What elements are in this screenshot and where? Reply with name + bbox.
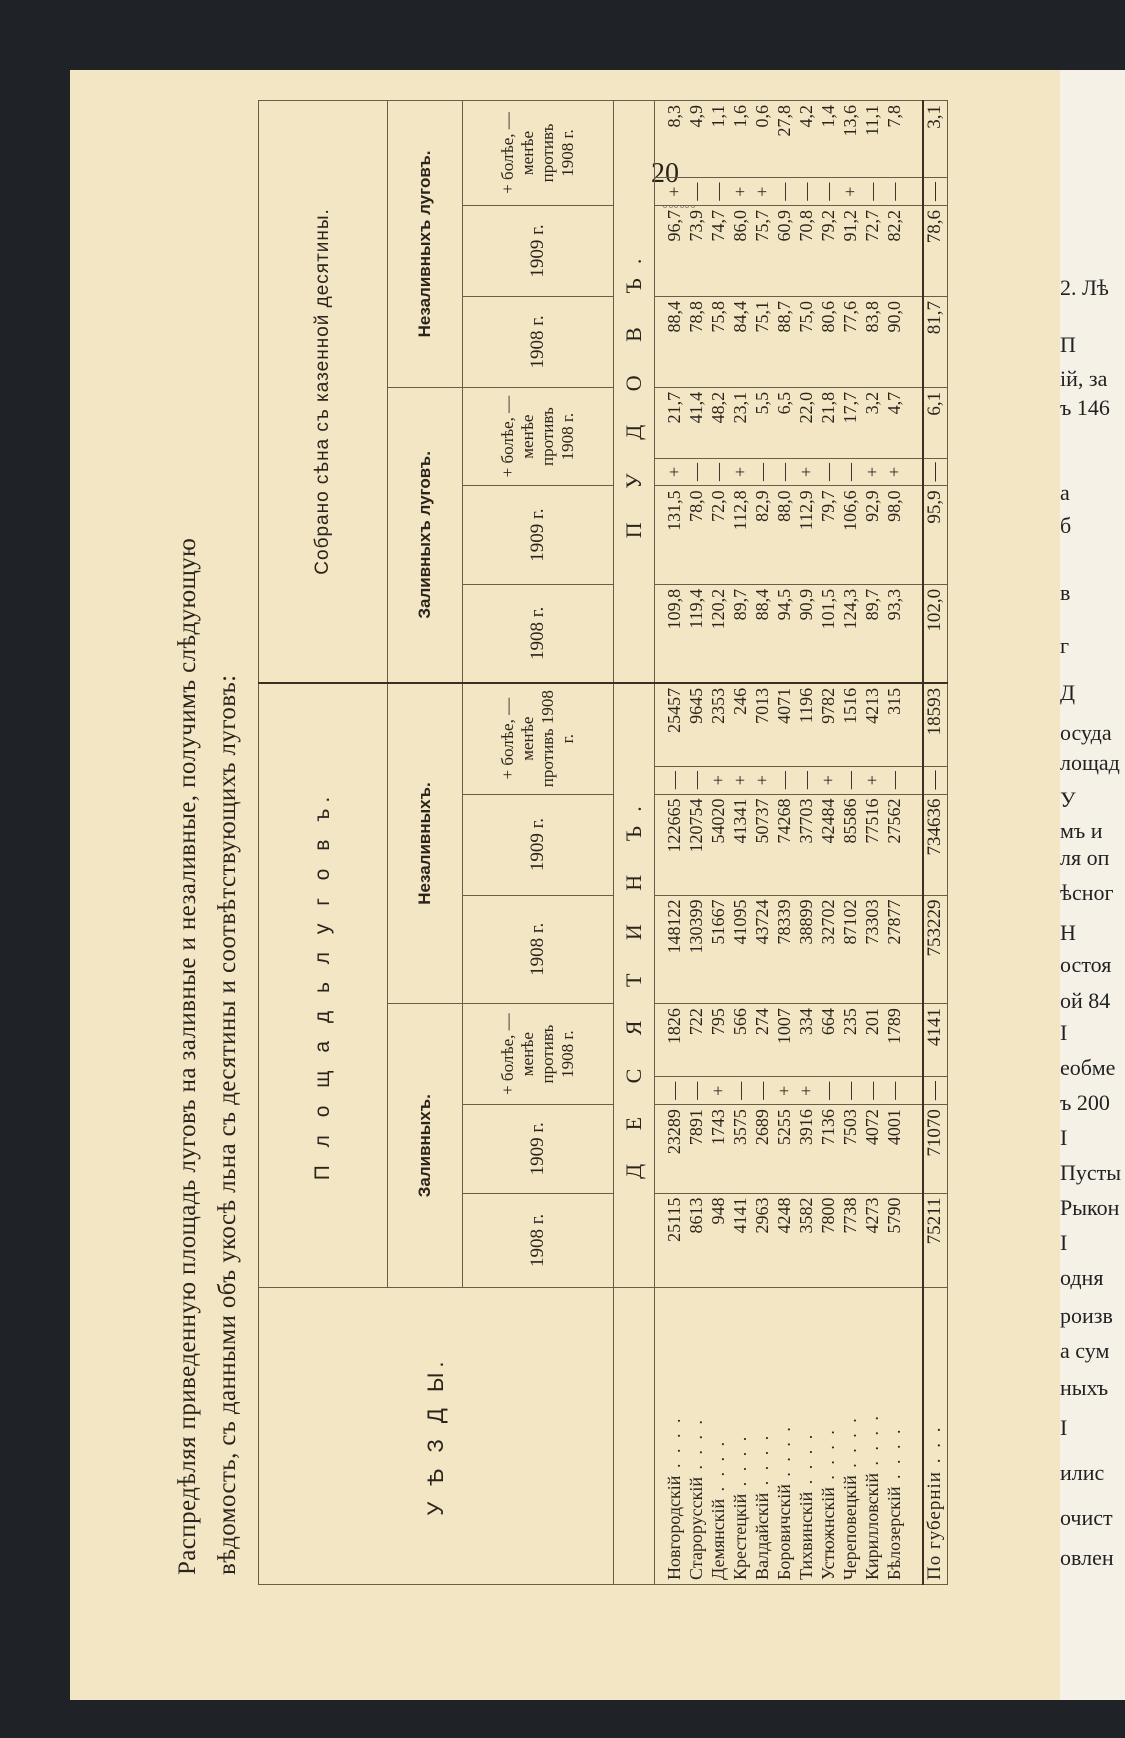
table-cell-value: 9645 (686, 687, 706, 724)
rotated-table-region (160, 100, 950, 1585)
header-nonflooded: Незаливныхъ. (388, 683, 463, 1004)
table-cell-value: 13,6 (840, 105, 860, 137)
table-cell-value: 8613 (686, 1197, 706, 1234)
adjacent-page-text-fragment: в (1060, 580, 1071, 605)
adjacent-page-text-fragment: Д (1060, 680, 1076, 705)
table-cell-value: 3,2 (862, 391, 882, 415)
page-number: 20 (651, 158, 679, 189)
table-cell-value: 98,0 (884, 490, 904, 522)
leader-dots: . . . . (862, 1413, 882, 1473)
district-name: Демянскій . . . . (708, 1438, 728, 1580)
leader-dots: . . . . (664, 1415, 684, 1476)
header-year-1908: 1908 г. (463, 895, 614, 1004)
adjacent-page-text-fragment: І (1060, 1415, 1068, 1440)
table-cell-value: 11,1 (862, 105, 882, 136)
table-cell-value: 1007 (774, 1008, 794, 1045)
table-cell-value: 23,1 (730, 391, 750, 424)
table-cell-value: + (840, 186, 860, 197)
table-cell-value: 4001 (884, 1109, 904, 1146)
table-cell-value: 79,2 (818, 210, 838, 242)
table-cell-value: 1516 (840, 687, 860, 724)
table-cell-value: 1196 (796, 687, 816, 724)
leader-dots: . . . . (730, 1433, 750, 1494)
adjacent-page-text-fragment: г (1060, 633, 1070, 658)
table-cell-value: 92,9 (862, 490, 882, 522)
leader-dots: . . . . (686, 1417, 706, 1478)
table-cell-value: 72,0 (708, 490, 728, 522)
table-cell-value: — (686, 182, 706, 201)
adjacent-page-text-fragment: овлен (1060, 1545, 1114, 1570)
table-cell-value: + (752, 186, 772, 197)
header-meadow-area: П л о щ а д ь л у г о в ъ. (259, 683, 388, 1288)
total-hay-nonflooded-1909: 78,6 (923, 206, 948, 297)
table-cell-value: 4071 (774, 687, 794, 724)
hay-flooded-diff-cell (655, 387, 923, 458)
table-cell-value: — (664, 1081, 684, 1100)
table-cell-value: 25115 (664, 1197, 684, 1242)
table-cell-value: 86,0 (730, 210, 750, 242)
table-cell-value: 22,0 (796, 391, 816, 424)
district-rows (655, 101, 923, 1585)
hay-nonflooded-1908-cell (655, 296, 923, 387)
table-cell-value: 566 (730, 1008, 750, 1036)
total-flooded-diff: 4141 (923, 1004, 948, 1077)
adjacent-page-edge (1060, 70, 1125, 1700)
total-label: По губерніи . . . (923, 1288, 948, 1585)
table-cell-value: 88,7 (774, 300, 794, 333)
total-nonflooded-sign: — (923, 766, 948, 794)
table-cell-value: 50737 (752, 798, 772, 844)
total-flooded-1908: 75211 (923, 1193, 948, 1288)
table-cell-value: + (664, 466, 684, 478)
table-cell-value: 4,7 (884, 391, 904, 415)
adjacent-page-text-fragment: 2. Лѣ (1060, 275, 1109, 300)
header-year-1908: 1908 г. (463, 1193, 614, 1288)
table-cell-value: 78339 (774, 899, 794, 945)
intro-paragraph (168, 100, 248, 1575)
table-cell-value: 235 (840, 1008, 860, 1036)
header-year-1909: 1909 г. (463, 1105, 614, 1193)
table-cell-value: — (708, 462, 728, 481)
table-cell-value: 89,7 (862, 588, 882, 621)
table-cell-value: 0,6 (752, 105, 772, 128)
adjacent-page-text-fragment: осуда (1060, 720, 1112, 745)
table-cell-value: 112,9 (796, 490, 816, 531)
hay-nonflooded-1909-cell (655, 206, 923, 297)
table-cell-value: 78,8 (686, 300, 706, 333)
table-cell-value: 5255 (774, 1109, 794, 1146)
total-hay-nonflooded-sign: — (923, 178, 948, 206)
table-cell-value: 246 (730, 687, 750, 715)
total-nonflooded-1908: 753229 (923, 895, 948, 1004)
header-year-1909: 1909 г. (463, 486, 614, 585)
leader-dots: . . . . (818, 1427, 838, 1488)
table-cell-value: 5790 (884, 1197, 904, 1234)
intro-line-2: вѣдомость, съ данными объ укосѣ льна съ десятины и соотвѣтствующихъ луговъ: (214, 674, 241, 1575)
district-name: Новгородскій . . . . (664, 1415, 684, 1580)
table-cell-value: 334 (796, 1008, 816, 1036)
ornament-divider: 〰〰〰 (662, 200, 696, 214)
table-cell-value: + (708, 1085, 728, 1096)
table-cell-value: — (818, 182, 838, 201)
table-cell-value: 112,8 (730, 490, 750, 531)
table-cell-value: 70,8 (796, 210, 816, 242)
header-uezdy: У Ѣ З Д Ы. (259, 1288, 614, 1585)
header-hay-collected: Собрано сѣна съ казенной десятины. (259, 101, 388, 683)
table-cell-value: 83,8 (862, 300, 882, 333)
table-cell-value: — (818, 1081, 838, 1100)
table-cell-value: + (796, 466, 816, 478)
table-cell-value: 21,7 (664, 391, 684, 424)
total-hay-nonflooded-diff: 3,1 (923, 101, 948, 178)
table-cell-value: 7013 (752, 687, 772, 724)
table-cell-value: 101,5 (818, 588, 838, 630)
table-cell-value: + (818, 775, 838, 786)
hay-nonflooded-diff-cell (655, 101, 923, 178)
table-cell-value: 54020 (708, 798, 728, 844)
district-name: Устюжнскій . . . . (818, 1427, 838, 1580)
table-cell-value: — (752, 1081, 772, 1100)
adjacent-page-text-fragment: І (1060, 1230, 1068, 1255)
district-name: Старорусскій . . . . (686, 1417, 706, 1580)
header-difference: + болѣе, — менѣе противъ 1908 г. (463, 1004, 614, 1105)
table-cell-value: 82,2 (884, 210, 904, 242)
table-cell-value: 89,7 (730, 588, 750, 621)
table-cell-value: — (862, 182, 882, 201)
unit-blank (614, 1288, 655, 1585)
district-name: Кирилловскій . . . . (862, 1413, 882, 1580)
table-cell-value: 84,4 (730, 300, 750, 333)
table-cell-value: 4273 (862, 1197, 882, 1234)
adjacent-page-text-fragment: ля оп (1060, 845, 1110, 870)
table-cell-value: 17,7 (840, 391, 860, 424)
table-cell-value: + (796, 1085, 816, 1096)
table-cell-value: 74268 (774, 798, 794, 844)
leader-dots: . . . . (774, 1424, 794, 1485)
nonflooded-sign-cell (655, 766, 923, 794)
table-cell-value: 4,9 (686, 105, 706, 128)
header-flooded: Заливныхъ. (388, 1004, 463, 1288)
total-hay-flooded-1909: 95,9 (923, 486, 948, 585)
nonflooded-diff-cell (655, 683, 923, 766)
adjacent-page-text-fragment: ныхъ (1060, 1375, 1109, 1400)
table-cell-value: — (796, 182, 816, 201)
table-cell-value: 88,4 (752, 588, 772, 621)
total-flooded-sign: — (923, 1077, 948, 1105)
hay-flooded-1909-cell (655, 486, 923, 585)
table-cell-value: 27,8 (774, 105, 794, 137)
table-cell-value: 4213 (862, 687, 882, 724)
table-cell-value: + (752, 775, 772, 786)
table-cell-value: 2689 (752, 1109, 772, 1146)
table-cell-value: 43724 (752, 899, 772, 945)
table-cell-value: 1,1 (708, 105, 728, 128)
table-cell-value: 124,3 (840, 588, 860, 630)
table-cell-value: 51667 (708, 899, 728, 945)
adjacent-page-text-fragment: мъ и (1060, 818, 1103, 843)
table-cell-value: — (686, 462, 706, 481)
table-cell-value: 78,0 (686, 490, 706, 522)
table-cell-value: 88,4 (664, 300, 684, 333)
adjacent-page-text-fragment: Рыкон (1060, 1195, 1120, 1220)
adjacent-page-text-fragment: ой 84 (1060, 988, 1111, 1013)
table-cell-value: — (686, 1081, 706, 1100)
table-cell-value: 73303 (862, 899, 882, 945)
table-cell-value: 72,7 (862, 210, 882, 242)
hay-flooded-1908-cell (655, 584, 923, 683)
table-cell-value: 38899 (796, 899, 816, 945)
table-cell-value: 722 (686, 1008, 706, 1036)
adjacent-page-text-fragment: ѣсног (1060, 880, 1114, 905)
table-cell-value: 77516 (862, 798, 882, 844)
total-row (923, 101, 948, 1585)
table-cell-value: 7503 (840, 1109, 860, 1146)
table-cell-value: + (664, 186, 684, 197)
flooded-sign-cell (655, 1077, 923, 1105)
table-cell-value: 7136 (818, 1109, 838, 1146)
nonflooded-1909-cell (655, 794, 923, 895)
table-cell-value: — (840, 771, 860, 790)
table-cell-value: 74,7 (708, 210, 728, 242)
meadow-statistics-table (258, 100, 948, 1585)
district-name: Бѣлозерскій . . . . (884, 1426, 904, 1580)
table-cell-value: 23289 (664, 1109, 684, 1155)
table-cell-value: 201 (862, 1008, 882, 1036)
total-hay-flooded-1908: 102,0 (923, 584, 948, 683)
table-cell-value: 41095 (730, 899, 750, 945)
table-cell-value: 7,8 (884, 105, 904, 128)
hay-nonflooded-sign-cell (655, 178, 923, 206)
total-flooded-1909: 71070 (923, 1105, 948, 1193)
table-cell-value: + (730, 466, 750, 478)
table-cell-value: 41,4 (686, 391, 706, 424)
table-cell-value: — (884, 182, 904, 201)
table-cell-value: — (840, 1081, 860, 1100)
table-cell-value: — (752, 462, 772, 481)
table-cell-value: 87102 (840, 899, 860, 945)
table-cell-value: + (708, 775, 728, 786)
header-year-1908: 1908 г. (463, 296, 614, 387)
table-cell-value: 8,3 (664, 105, 684, 128)
adjacent-page-text-fragment: а (1060, 480, 1070, 505)
total-hay-nonflooded-1908: 81,7 (923, 296, 948, 387)
table-cell-value: 75,1 (752, 300, 772, 333)
table-cell-value: 3916 (796, 1109, 816, 1146)
adjacent-page-text-fragment: ій, за (1060, 366, 1108, 391)
header-year-1909: 1909 г. (463, 206, 614, 297)
table-cell-value: 90,9 (796, 588, 816, 621)
adjacent-page-text-fragment: У (1060, 787, 1076, 812)
table-cell-value: + (730, 775, 750, 786)
adjacent-page-text-fragment: П (1060, 332, 1076, 357)
table-cell-value: — (884, 771, 904, 790)
adjacent-page-text-fragment: остоя (1060, 952, 1112, 977)
table-cell-value: 21,8 (818, 391, 838, 424)
table-cell-value: 90,0 (884, 300, 904, 333)
table-cell-value: 1826 (664, 1008, 684, 1045)
table-cell-value: — (708, 182, 728, 201)
table-cell-value: 73,9 (686, 210, 706, 242)
adjacent-page-text-fragment: а сум (1060, 1338, 1110, 1363)
table-cell-value: 315 (884, 687, 904, 715)
table-cell-value: 48,2 (708, 391, 728, 424)
table-cell-value: 122665 (664, 798, 684, 853)
table-cell-value: 77,6 (840, 300, 860, 333)
table-cell-value: 75,7 (752, 210, 772, 242)
table-cell-value: 25457 (664, 687, 684, 733)
table-cell-value: 6,5 (774, 391, 794, 415)
header-difference: + болѣе, — менѣе противъ 1908 г. (463, 387, 614, 486)
table-cell-value: 130399 (686, 899, 706, 954)
flooded-1909-cell (655, 1105, 923, 1193)
table-cell-value: — (884, 1081, 904, 1100)
adjacent-page-text-fragment: лощад (1060, 750, 1120, 775)
table-cell-value: 3575 (730, 1109, 750, 1146)
table-cell-value: 79,7 (818, 490, 838, 522)
table-cell-value: 75,8 (708, 300, 728, 333)
adjacent-page-text-fragment: еобме (1060, 1055, 1116, 1080)
table-cell-value: 27877 (884, 899, 904, 945)
header-difference: + болѣе, — менѣе противъ 1908 г. (463, 101, 614, 206)
table-cell-value: — (664, 771, 684, 790)
table-cell-value: — (774, 182, 794, 201)
table-cell-value: 3582 (796, 1197, 816, 1234)
nonflooded-1908-cell (655, 895, 923, 1004)
table-cell-value: — (796, 771, 816, 790)
flooded-diff-cell (655, 1004, 923, 1077)
total-nonflooded-diff: 18593 (923, 683, 948, 766)
table-cell-value: 2353 (708, 687, 728, 724)
table-cell-value: 1743 (708, 1109, 728, 1146)
adjacent-page-text-fragment: Пусты (1060, 1160, 1122, 1185)
table-cell-value: 75,0 (796, 300, 816, 333)
table-cell-value: 94,5 (774, 588, 794, 621)
table-cell-value: 7738 (840, 1197, 860, 1234)
adjacent-page-text-fragment: илис (1060, 1460, 1105, 1485)
header-difference: + болѣе, — менѣе противъ 1908 г. (463, 683, 614, 794)
table-cell-value: 5,5 (752, 391, 772, 415)
adjacent-page-text-fragment: ъ 146 (1060, 395, 1110, 420)
table-cell-value: 91,2 (840, 210, 860, 242)
table-cell-value: 120754 (686, 798, 706, 853)
table-cell-value: 795 (708, 1008, 728, 1036)
header-year-1909: 1909 г. (463, 794, 614, 895)
table-cell-value: 85586 (840, 798, 860, 844)
table-cell-value: 41341 (730, 798, 750, 844)
district-name: Тихвинскій . . . . (796, 1431, 816, 1580)
table-cell-value: — (686, 771, 706, 790)
table-cell-value: 4141 (730, 1197, 750, 1234)
table-cell-value: 148122 (664, 899, 684, 954)
intro-line-1: Распредѣляя приведенную площадь луговъ на заливные и незаливные, получимъ слѣдующую (174, 537, 201, 1575)
table-cell-value: 9782 (818, 687, 838, 724)
table-cell-value: 1,4 (818, 105, 838, 128)
district-name: Крестецкій . . . . (730, 1433, 750, 1580)
table-cell-value: 32702 (818, 899, 838, 945)
adjacent-page-text-fragment: І (1060, 1020, 1068, 1045)
table-cell-value: 4,2 (796, 105, 816, 128)
table-cell-value: 106,6 (840, 490, 860, 531)
table-cell-value: + (730, 186, 750, 197)
table-cell-value: — (774, 771, 794, 790)
table-cell-value: 88,0 (774, 490, 794, 522)
flooded-1908-cell (655, 1193, 923, 1288)
leader-dots: . . . . (840, 1415, 860, 1476)
table-cell-value: 948 (708, 1197, 728, 1225)
leader-dots: . . . . (796, 1431, 816, 1492)
table-cell-value: 120,2 (708, 588, 728, 630)
table-cell-value: 119,4 (686, 588, 706, 629)
unit-desyatin: Д Е С Я Т И Н Ъ. (614, 683, 655, 1288)
table-cell-value: 109,8 (664, 588, 684, 630)
table-cell-value: 60,9 (774, 210, 794, 242)
leader-dots: . . . . (708, 1438, 728, 1499)
leader-dots: . . . . (884, 1426, 904, 1487)
unit-pud: П У Д О В Ъ. (614, 101, 655, 683)
total-hay-flooded-sign: — (923, 458, 948, 486)
table-cell-value: 93,3 (884, 588, 904, 621)
table-cell-value: + (862, 775, 882, 786)
table-cell-value: 1,6 (730, 105, 750, 128)
table-cell-value: 7891 (686, 1109, 706, 1146)
district-name: Череповецкій . . . . (840, 1415, 860, 1580)
table-cell-value: 4248 (774, 1197, 794, 1234)
adjacent-page-text-fragment: ъ 200 (1060, 1090, 1110, 1115)
district-name: Боровичскій . . . . (774, 1424, 794, 1580)
table-cell-value: 27562 (884, 798, 904, 844)
table-cell-value: 4072 (862, 1109, 882, 1146)
table-cell-value: + (862, 466, 882, 478)
table-cell-value: — (840, 462, 860, 481)
district-names-cell (655, 1288, 923, 1585)
table-cell-value: 274 (752, 1008, 772, 1036)
table-cell-value: + (884, 466, 904, 478)
table-cell-value: 80,6 (818, 300, 838, 333)
header-nonflooded-meadows: Незаливныхъ луговъ. (388, 101, 463, 388)
hay-flooded-sign-cell (655, 458, 923, 486)
header-flooded-meadows: Заливныхъ луговъ. (388, 387, 463, 683)
adjacent-page-text-fragment: І (1060, 1125, 1068, 1150)
adjacent-page-text-fragment: роизв (1060, 1303, 1113, 1328)
table-cell-value: — (818, 462, 838, 481)
table-cell-value: 131,5 (664, 490, 684, 531)
table-cell-value: 7800 (818, 1197, 838, 1234)
table-cell-value: 96,7 (664, 210, 684, 242)
table-cell-value: 2963 (752, 1197, 772, 1234)
table-cell-value: + (774, 1085, 794, 1096)
table-cell-value: 42484 (818, 798, 838, 844)
adjacent-page-text-fragment: б (1060, 513, 1072, 538)
table-cell-value: — (862, 1081, 882, 1100)
total-nonflooded-1909: 734636 (923, 794, 948, 895)
adjacent-page-text-fragment: одня (1060, 1265, 1104, 1290)
table-cell-value: — (730, 1081, 750, 1100)
adjacent-page-text-fragment: очист (1060, 1505, 1113, 1530)
table-cell-value: 37703 (796, 798, 816, 844)
table-cell-value: — (774, 462, 794, 481)
table-cell-value: 664 (818, 1008, 838, 1036)
district-name: Валдайскій . . . . (752, 1432, 772, 1580)
header-year-1908: 1908 г. (463, 584, 614, 683)
total-hay-flooded-diff: 6,1 (923, 387, 948, 458)
table-cell-value: 1789 (884, 1008, 904, 1045)
adjacent-page-text-fragment: Н (1060, 920, 1076, 945)
table-cell-value: 82,9 (752, 490, 772, 522)
leader-dots: . . . . (752, 1432, 772, 1493)
